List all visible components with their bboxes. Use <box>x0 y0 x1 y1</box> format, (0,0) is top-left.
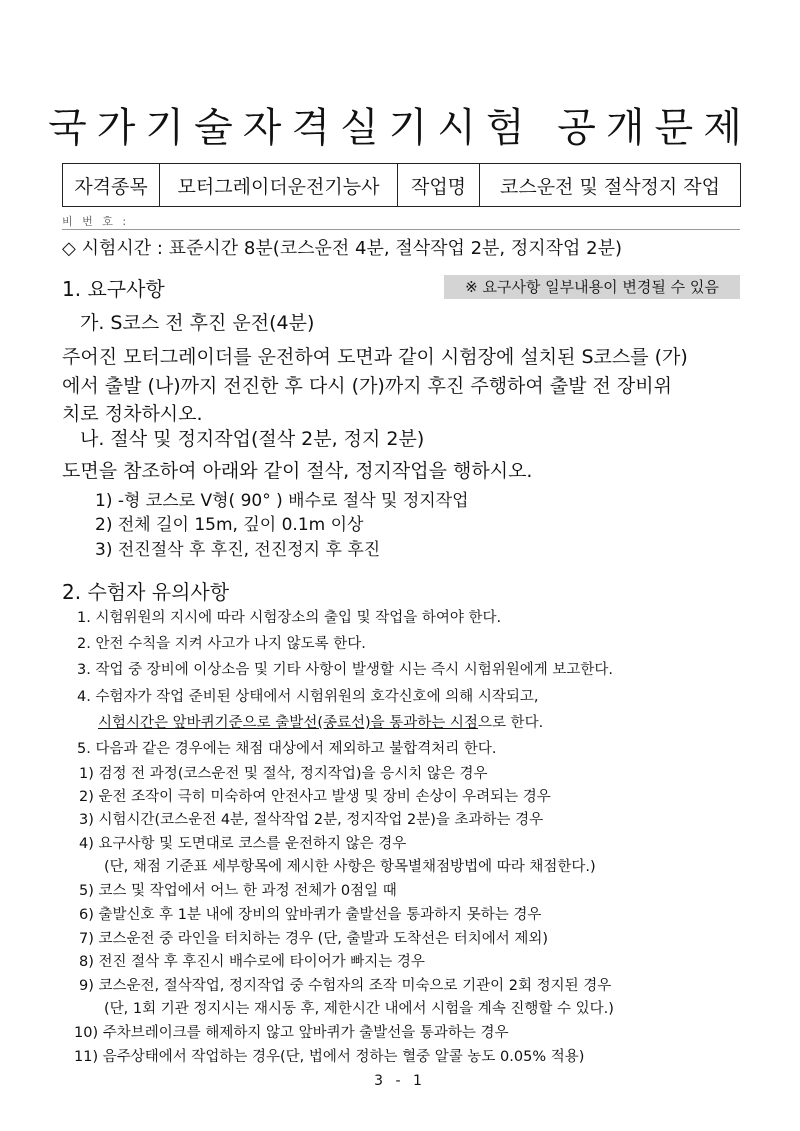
section1-b-line: 도면을 참조하여 아래와 같이 절삭, 정지작업을 행하시오. <box>62 460 533 482</box>
continuation-text: 으로 한다. <box>477 715 544 731</box>
section1-b-item: 3) 전진절삭 후 후진, 전진정지 후 후진 <box>95 540 381 560</box>
field-value: 모터그레이더운전기능사 <box>160 164 398 207</box>
page-number: 3 - 1 <box>374 1073 426 1089</box>
underlined-text: 시험시간은 앞바퀴기준으로 출발선(종료선)을 통과하는 시점 <box>98 715 478 731</box>
section1-b-heading: 나. 절삭 및 정지작업(절삭 2분, 정지 2분) <box>80 428 425 450</box>
disqualify-item: 3) 시험시간(코스운전 4분, 절삭작업 2분, 정지작업 2분)을 초과하는 경우 <box>79 812 544 828</box>
section1-a-line: 주어진 모터그레이더를 운전하여 도면과 같이 시험장에 설치된 S코스를 (가) <box>62 346 688 368</box>
notice-item-continuation <box>98 711 543 732</box>
disqualify-item: 11) 음주상태에서 작업하는 경우(단, 법에서 정하는 혈중 알콜 농도 0.05% 적용) <box>74 1049 585 1065</box>
task-label: 작업명 <box>398 164 480 207</box>
examinee-number-label: 비 번 호 : <box>62 215 130 228</box>
disqualify-item: 9) 코스운전, 절삭작업, 정지작업 중 수험자의 조작 미숙으로 기관이 2회 정지된 경우 <box>79 978 612 994</box>
disqualify-note: (단, 채점 기준표 세부항목에 제시한 사항은 항목별채점방법에 따라 채점한다.) <box>104 859 596 875</box>
notice-item: 4. 수험자가 작업 준비된 상태에서 시험위원의 호각신호에 의해 시작되고, <box>77 689 539 705</box>
field-label: 자격종목 <box>63 164 160 207</box>
notice-item: 2. 안전 수칙을 지켜 사고가 나지 않도록 한다. <box>77 636 366 652</box>
section1-heading: 1. 요구사항 <box>62 277 165 301</box>
section1-b-item: 2) 전체 길이 15m, 깊이 0.1m 이상 <box>95 515 364 535</box>
disqualify-note: (단, 1회 기관 정지시는 재시동 후, 제한시간 내에서 시험을 계속 진행할 수 있다.) <box>104 1001 614 1017</box>
task-value: 코스운전 및 절삭정지 작업 <box>480 164 741 207</box>
section1-b-item: 1) -형 코스로 V형( 90° ) 배수로 절삭 및 정지작업 <box>95 491 469 511</box>
page-title: 국가기술자격실기시험 공개문제 <box>48 105 752 151</box>
disqualify-item: 2) 운전 조작이 극히 미숙하여 안전사고 발생 및 장비 손상이 우려되는 경우 <box>79 789 551 805</box>
section1-a-line: 에서 출발 (나)까지 전진한 후 다시 (가)까지 후진 주행하여 출발 전 장비위 <box>62 375 672 397</box>
notice-badge: ※ 요구사항 일부내용이 변경될 수 있음 <box>444 275 740 299</box>
notice-item: 1. 시험위원의 지시에 따라 시험장소의 출입 및 작업을 하여야 한다. <box>77 610 502 626</box>
section1-a-heading: 가. S코스 전 후진 운전(4분) <box>80 312 315 334</box>
disqualify-item: 8) 전진 절삭 후 후진시 배수로에 타이어가 빠지는 경우 <box>79 954 425 970</box>
disqualify-item: 1) 검정 전 과정(코스운전 및 절삭, 정지작업)을 응시치 않은 경우 <box>79 766 488 782</box>
disqualify-item: 6) 출발신호 후 1분 내에 장비의 앞바퀴가 출발선을 통과하지 못하는 경우 <box>79 907 542 923</box>
exam-time: ◇ 시험시간 : 표준시간 8분(코스운전 4분, 절삭작업 2분, 정지작업 2분) <box>62 238 623 259</box>
divider <box>62 229 740 230</box>
section2-heading: 2. 수험자 유의사항 <box>62 580 230 604</box>
disqualify-item: 7) 코스운전 중 라인을 터치하는 경우 (단, 출발과 도착선은 터치에서 제외) <box>79 931 549 947</box>
section1-a-line: 치로 정차하시오. <box>62 403 203 425</box>
disqualify-item: 4) 요구사항 및 도면대로 코스를 운전하지 않은 경우 <box>79 836 407 852</box>
notice-item: 5. 다음과 같은 경우에는 채점 대상에서 제외하고 불합격처리 한다. <box>77 741 497 757</box>
exam-info-table <box>62 163 741 207</box>
notice-item: 3. 작업 중 장비에 이상소음 및 기타 사항이 발생할 시는 즉시 시험위원에게 보고한다. <box>77 662 613 678</box>
disqualify-item: 10) 주차브레이크를 해제하지 않고 앞바퀴가 출발선을 통과하는 경우 <box>74 1025 509 1041</box>
disqualify-item: 5) 코스 및 작업에서 어느 한 과정 전체가 0점일 때 <box>79 883 397 899</box>
